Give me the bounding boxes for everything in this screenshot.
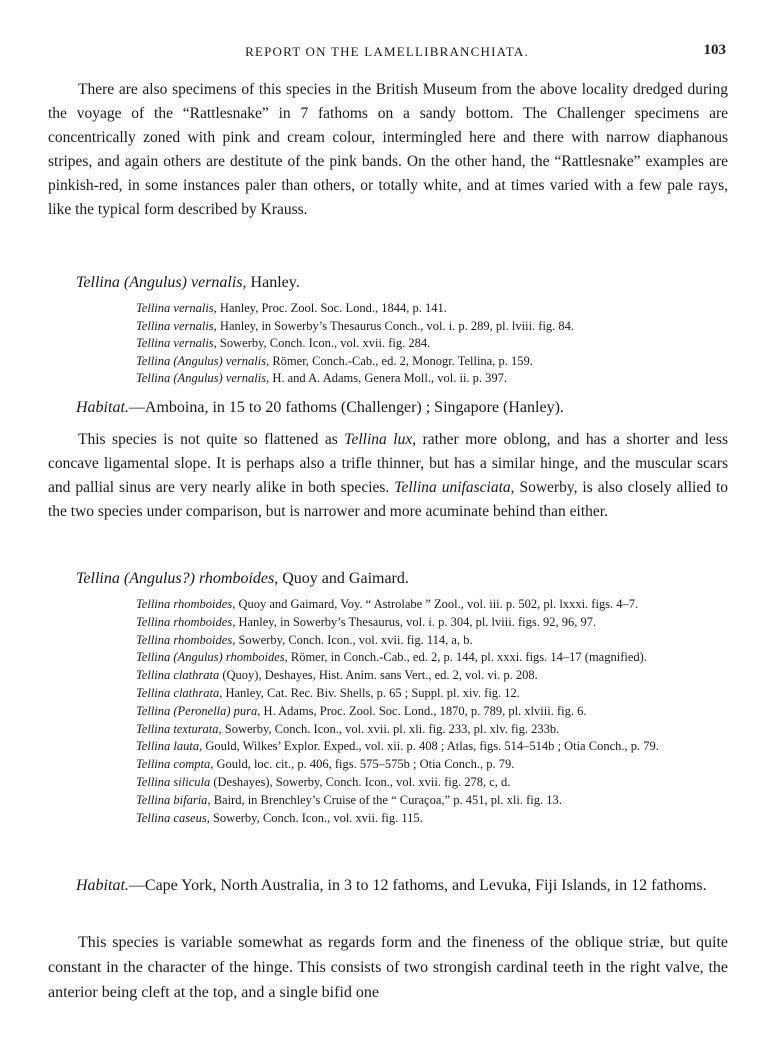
synonym-reference: , Hanley, in Sowerby’s Thesaurus Conch., vol. i. p. 289, pl. lviii. fig. 84.: [213, 318, 575, 333]
synonym-name: Tellina (Angulus) vernalis: [136, 353, 267, 368]
synonym-entry: [136, 792, 730, 810]
page-number: 103: [703, 42, 726, 58]
synonym-name: Tellina (Peronella) pura: [136, 703, 258, 718]
synonym-entry: [136, 756, 730, 774]
synonym-name: Tellina lauta: [136, 739, 200, 754]
synonym-entry: [136, 738, 730, 756]
synonym-entry: [136, 649, 730, 667]
synonym-entry: [136, 300, 730, 318]
synonym-entry: [136, 632, 730, 650]
synonym-name: Tellina vernalis: [136, 336, 214, 351]
synonym-reference: , Sowerby, Conch. Icon., vol. xvii. pl. xli. fig. 233, pl. xlv. fig. 233b.: [218, 721, 560, 736]
synonym-reference: (Quoy), Deshayes, Hist. Anim. sans Vert., ed. 2, vol. vi. p. 208.: [219, 668, 538, 683]
species-heading-rhomboides: [76, 568, 726, 590]
discussion-text: This species is not quite so flattened as: [78, 431, 345, 448]
synonym-name: Tellina caseus: [136, 810, 207, 825]
synonym-entry: [136, 335, 730, 353]
synonym-reference: , Sowerby, Conch. Icon., vol. xvii. fig. 115.: [206, 810, 423, 825]
synonym-entry: [136, 370, 730, 388]
synonym-reference: , Gould, Wilkes’ Explor. Exped., vol. xii. p. 408 ; Atlas, figs. 514–514b ; Otia Conch., p. 79.: [199, 739, 659, 754]
synonym-entry: [136, 703, 730, 721]
synonym-entry: [136, 810, 730, 828]
synonym-reference: , H. Adams, Proc. Zool. Soc. Lond., 1870, p. 789, pl. xlviii. fig. 6.: [257, 703, 587, 718]
running-title: REPORT ON THE LAMELLIBRANCHIATA.: [245, 44, 529, 59]
discussion-vernalis: [48, 428, 728, 524]
synonym-reference: , Sowerby, Conch. Icon., vol. xvii. fig. 284.: [213, 336, 431, 351]
synonym-entry: [136, 721, 730, 739]
species-name: rhomboides: [198, 570, 275, 587]
synonym-entry: [136, 667, 730, 685]
synonym-reference: , Römer, Conch.-Cab., ed. 2, Monogr. Tellina, p. 159.: [266, 353, 533, 368]
synonym-entry: [136, 614, 730, 632]
synonym-entry: [136, 685, 730, 703]
synonymy-list-rhomboides: [136, 596, 730, 827]
synonym-name: Tellina vernalis: [136, 301, 214, 315]
intro-paragraph: There are also specimens of this species in the British Museum from the above locality dredged during the voyage of the “Rattlesnake” in 7 fathoms on a sandy bottom. The Challenger specimens are concentrically zoned with pink and cream colour, intermingled here and there with narrow diaphanous stripes, and again others are destitute of the pink bands. On the other hand, the “Rattlesnake” examples are pinkish-red, in some instances paler than others, or totally white, and at times varied with a few pale rays, like the typical form described by Krauss.: [48, 81, 728, 218]
discussion-rhomboides: This species is variable somewhat as regards form and the fineness of the oblique striæ, but quite constant in the character of the hinge. This consists of two strongish cardinal teeth in the right valve, the anterior being cleft at the top, and a single bifid one: [48, 934, 728, 1001]
synonym-reference: , Hanley, Proc. Zool. Soc. Lond., 1844, p. 141.: [213, 301, 447, 315]
synonym-entry: [136, 318, 730, 336]
habitat-label: Habitat.: [76, 877, 129, 894]
synonym-name: Tellina vernalis: [136, 318, 214, 333]
taxon-reference: Tellina unifasciata: [394, 479, 511, 496]
synonym-reference: , Hanley, Cat. Rec. Biv. Shells, p. 65 ; Suppl. pl. xiv. fig. 12.: [219, 685, 520, 700]
genus-name: Tellina: [76, 274, 120, 291]
species-name: vernalis: [190, 274, 243, 291]
discussion-text: , rather more oblong, and has a shorter and less concave ligamental slope. It is perhaps also a trifle thinner, but has a similar hinge, and the muscular scars and pallial sinus are very nearly alike in both species.: [48, 431, 728, 496]
subgenus-name: (Angulus?): [123, 570, 195, 587]
synonym-name: Tellina rhomboides: [136, 597, 233, 611]
synonym-name: Tellina bifaria: [136, 792, 208, 807]
species-heading-vernalis: [76, 272, 726, 294]
synonym-entry: [136, 353, 730, 371]
synonym-name: Tellina rhomboides: [136, 614, 233, 629]
synonym-reference: , Quoy and Gaimard, Voy. “ Astrolabe ” Zool., vol. iii. p. 502, pl. lxxxi. figs. 4–7.: [232, 597, 639, 611]
synonym-reference: , Römer, in Conch.-Cab., ed. 2, p. 144, pl. xxxi. figs. 14–17 (magnified).: [284, 650, 647, 665]
species-author: , Quoy and Gaimard.: [274, 570, 409, 587]
running-header: [48, 44, 726, 66]
subgenus-name: (Angulus): [123, 274, 187, 291]
synonym-entry: [136, 596, 730, 614]
species-author: , Hanley.: [242, 274, 300, 291]
habitat-text: —Cape York, North Australia, in 3 to 12 fathoms, and Levuka, Fiji Islands, in 12 fathoms.: [128, 877, 707, 894]
habitat-label: Habitat.: [76, 399, 129, 416]
synonym-name: Tellina texturata: [136, 721, 219, 736]
discussion-text: , Sowerby, is also closely allied to the two species under comparison, but is narrower and more acuminate behind than either.: [48, 479, 728, 520]
genus-name: Tellina: [76, 570, 120, 587]
habitat-text: —Amboina, in 15 to 20 fathoms (Challenger) ; Singapore (Hanley).: [128, 399, 564, 416]
synonym-reference: , Baird, in Brenchley’s Cruise of the “ Curaçoa,” p. 451, pl. xli. fig. 13.: [207, 792, 562, 807]
synonym-reference: (Deshayes), Sowerby, Conch. Icon., vol. xvii. fig. 278, c, d.: [210, 774, 511, 789]
synonymy-list-vernalis: [136, 300, 730, 388]
synonym-name: Tellina compta: [136, 757, 211, 772]
synonym-name: Tellina silicula: [136, 774, 211, 789]
synonym-reference: , Sowerby, Conch. Icon., vol. xvii. fig. 114, a, b.: [232, 632, 473, 647]
habitat-vernalis: [76, 396, 728, 420]
synonym-name: Tellina (Angulus) rhomboides: [136, 650, 285, 665]
habitat-rhomboides: [48, 874, 728, 898]
synonym-reference: , H. and A. Adams, Genera Moll., vol. ii. p. 397.: [266, 371, 508, 386]
synonym-reference: , Gould, loc. cit., p. 406, figs. 575–575b ; Otia Conch., p. 79.: [210, 757, 515, 772]
synonym-entry: [136, 774, 730, 792]
taxon-reference: Tellina lux: [344, 431, 413, 448]
synonym-name: Tellina (Angulus) vernalis: [136, 371, 267, 386]
synonym-name: Tellina clathrata: [136, 685, 220, 700]
synonym-reference: , Hanley, in Sowerby’s Thesaurus, vol. i. p. 304, pl. lviii. figs. 92, 96, 97.: [232, 614, 597, 629]
synonym-name: Tellina clathrata: [136, 668, 220, 683]
synonym-name: Tellina rhomboides: [136, 632, 233, 647]
